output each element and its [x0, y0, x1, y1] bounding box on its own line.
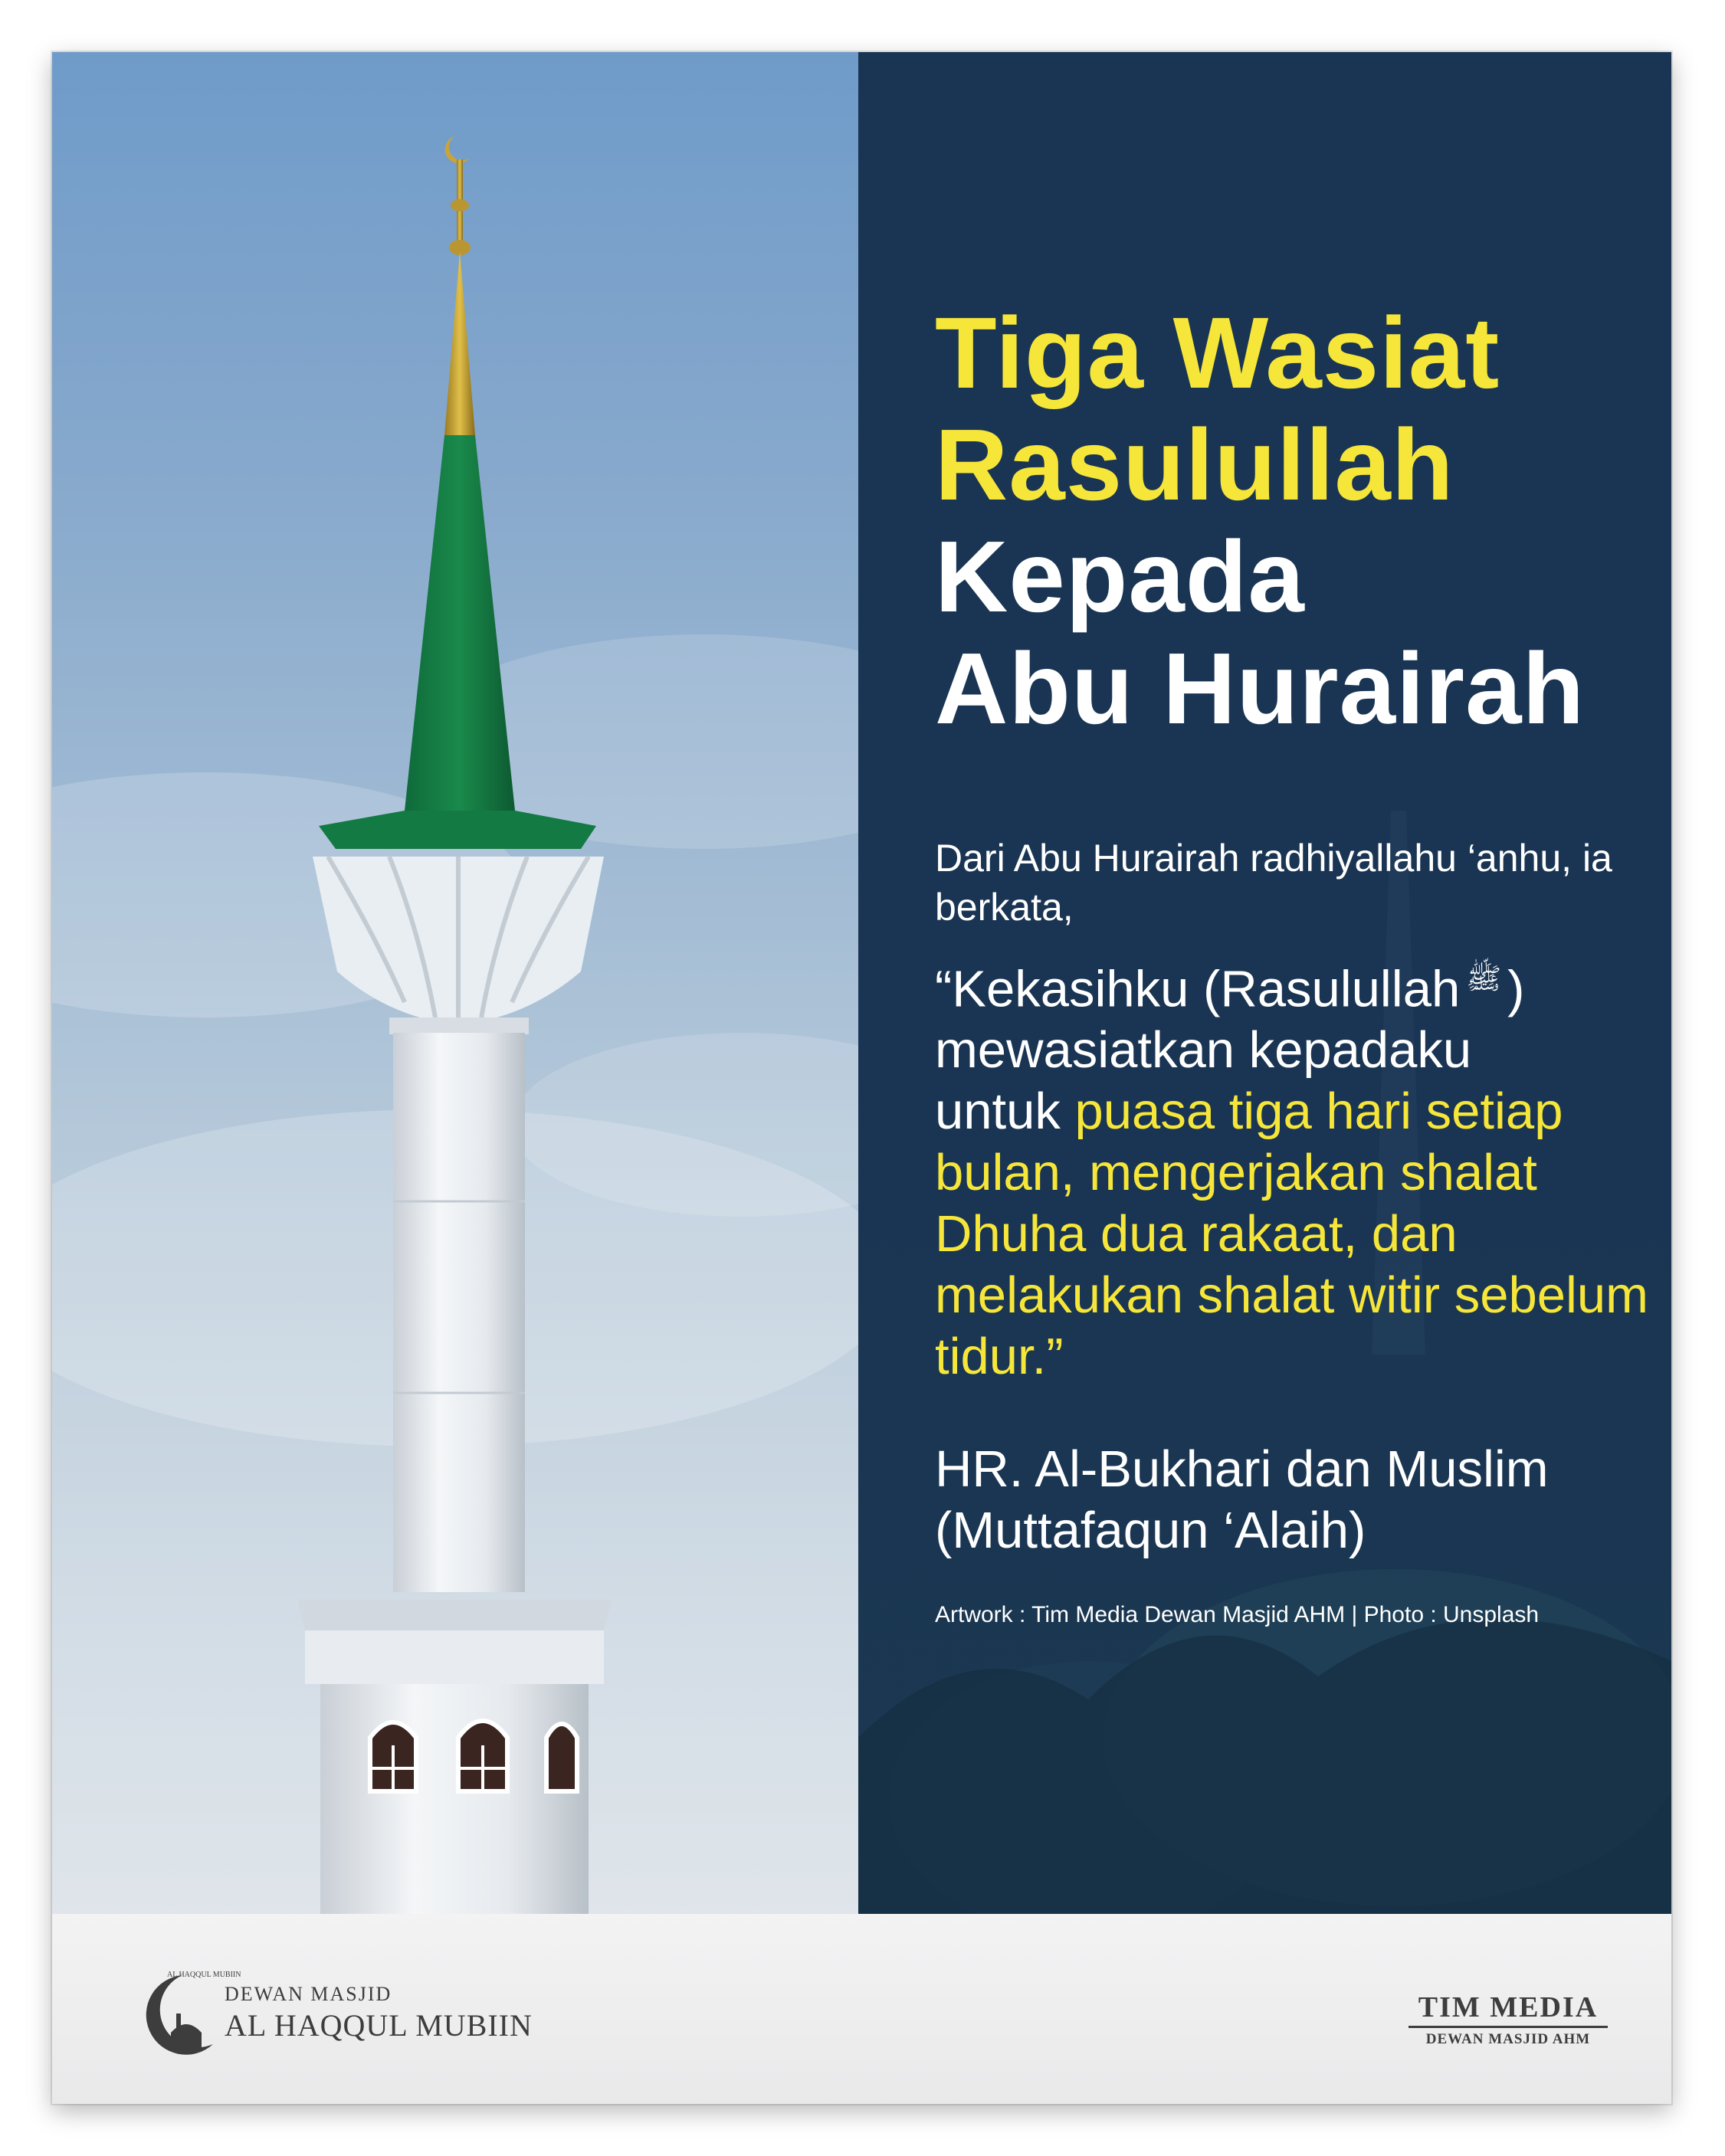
salawat-glyph: ﷺ [1466, 963, 1502, 995]
minaret-illustration [52, 52, 858, 1914]
title-line-4: Abu Hurairah [935, 632, 1586, 745]
text-panel [858, 52, 1671, 1914]
title-line-3: Kepada [935, 520, 1305, 633]
quote-line-2: mewasiatkan kepadaku [935, 1021, 1472, 1080]
logo-small-text: AL HAQQUL MUBIIN [167, 1971, 241, 1979]
tim-media-logo [1409, 1991, 1608, 2048]
hadith-quote [935, 949, 1655, 1388]
source-line-1: HR. Al-Bukhari dan Muslim [935, 1440, 1549, 1498]
tim-media-title: TIM MEDIA [1409, 1991, 1608, 2028]
footer [52, 1914, 1671, 2104]
artwork-credit: Artwork : Tim Media Dewan Masjid AHM | Photo : Unsplash [935, 1602, 1540, 1627]
logo-line-2: AL HAQQUL MUBIIN [225, 2008, 533, 2043]
logo-line-1: DEWAN MASJID [225, 1983, 392, 2005]
minaret-photo [52, 52, 858, 1914]
dewan-masjid-logo [136, 1968, 535, 2067]
quote-highlight: puasa tiga hari setiap bulan, mengerjakan shalat Dhuha dua rakaat, dan melakukan shalat witir sebelum tidur.” [935, 1083, 1648, 1386]
quote-close-paren: ) [1507, 960, 1525, 1018]
tim-media-subtitle: DEWAN MASJID AHM [1425, 2031, 1591, 2047]
title-line-2: Rasulullah [935, 408, 1454, 521]
poster-title [935, 297, 1585, 745]
poster [52, 52, 1671, 2104]
title-line-1: Tiga Wasiat [935, 297, 1500, 409]
quote-open: “Kekasihku (Rasulullah [935, 960, 1461, 1018]
hadith-source [935, 1439, 1549, 1561]
hadith-intro: Dari Abu Hurairah radhiyallahu ‘anhu, ia berkata, [935, 837, 1612, 929]
source-line-2: (Muttafaqun ‘Alaih) [935, 1502, 1366, 1559]
crescent-mosque-icon [136, 1968, 221, 2059]
quote-prefix: untuk [935, 1083, 1075, 1141]
